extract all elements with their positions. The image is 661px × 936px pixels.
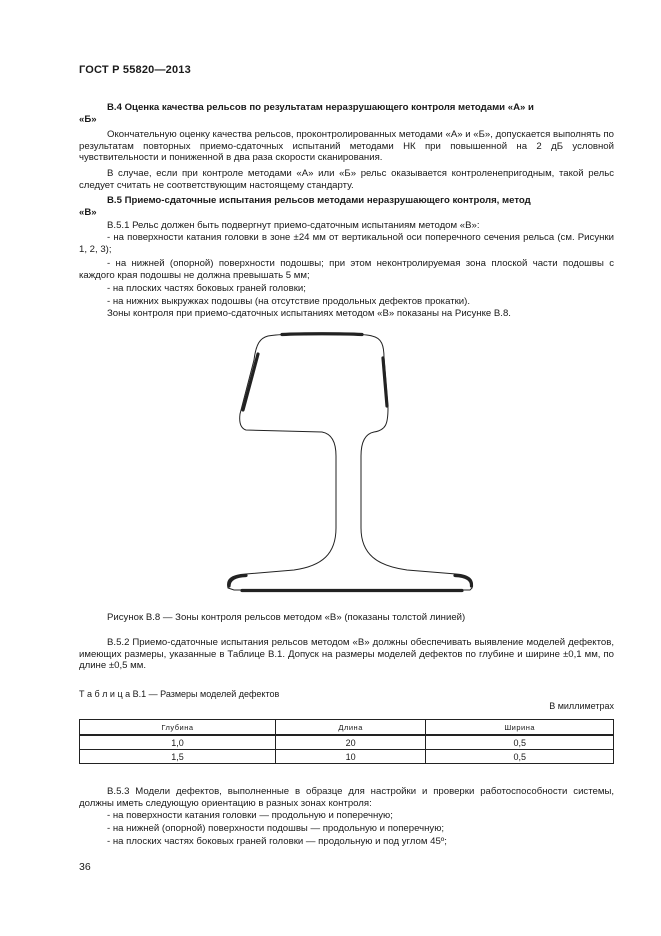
section-b5-title-line2: «В»	[79, 207, 97, 218]
table-header-row	[80, 720, 614, 736]
section-b51-item-2: - на нижней (опорной) поверхности подошвы; при этом неконтролируемая зона плоской части подошвы с каждого края подошвы не должна превышать 5 мм;	[79, 258, 614, 281]
section-b4-title	[79, 102, 614, 114]
section-b4-paragraph-1: Окончательную оценку качества рельсов, проконтролированных методами «А» и «Б», допускается выполнять по результатам повторных приемо-сдаточных испытаний методами НК при повышенной на 2 дБ условной чувствительности и пониженной в два раза скорости сканирования.	[79, 129, 614, 164]
table-caption: Т а б л и ц а В.1 — Размеры моделей дефектов	[79, 689, 280, 699]
table-cell-width: 0,5	[426, 750, 614, 764]
table-cell-depth: 1,5	[80, 750, 276, 764]
section-b53-item-1: - на поверхности катания головки — продольную и поперечную;	[107, 810, 393, 821]
section-b51-item-3: - на плоских частях боковых граней головки;	[107, 283, 306, 294]
section-b4-paragraph-2: В случае, если при контроле методами «А» или «Б» рельс оказывается контроленепригодным, такой рельс следует считать не соответствующим настоящему стандарту.	[79, 168, 614, 191]
section-b4-title-line1: В.4 Оценка качества рельсов по результатам неразрушающего контроля методами «А» и	[107, 102, 534, 113]
zone-running-surface	[282, 334, 362, 335]
table-cell-depth: 1,0	[80, 735, 276, 750]
table-cell-width: 0,5	[426, 735, 614, 750]
section-b5-title	[79, 195, 614, 207]
column-header-depth: Глубина	[80, 720, 276, 736]
rail-outline	[228, 334, 473, 590]
document-header: ГОСТ Р 55820—2013	[79, 64, 191, 76]
table-cell-length: 10	[275, 750, 425, 764]
table-row	[80, 735, 614, 750]
section-b51-item-4: - на нижних выкружках подошвы (на отсутствие продольных дефектов прокатки).	[107, 296, 471, 307]
zone-head-left-side	[243, 354, 258, 410]
section-b52-paragraph: В.5.2 Приемо-сдаточные испытания рельсов методом «В» должны обеспечивать выявление моделей дефектов, имеющих размеры, указанные в Таблице В.1. Допуск на размеры моделей дефектов по глубине и ширине ±0,1 мм, по длине ±0,5 мм.	[79, 637, 614, 672]
section-b51-intro: В.5.1 Рельс должен быть подвергнут приемо-сдаточным испытаниям методом «В»:	[107, 220, 480, 231]
table-units: В миллиметрах	[549, 701, 614, 711]
section-b53-paragraph: В.5.3 Модели дефектов, выполненные в образце для настройки и проверки работоспособности системы, должны иметь следующую ориентацию в разных зонах контроля:	[79, 786, 614, 809]
page-number: 36	[79, 861, 91, 873]
zone-head-right-side	[383, 358, 387, 406]
rail-profile-figure	[222, 328, 482, 598]
column-header-width: Ширина	[426, 720, 614, 736]
section-b53-item-2: - на нижней (опорной) поверхности подошвы — продольную и поперечную;	[107, 823, 445, 834]
section-b51-item-1: - на поверхности катания головки в зоне ±24 мм от вертикальной оси поперечного сечения рельса (см. Рисунки 1, 2, 3);	[79, 232, 614, 255]
table-cell-length: 20	[275, 735, 425, 750]
section-b4-title-line2: «Б»	[79, 114, 97, 125]
section-b53-item-3: - на плоских частях боковых граней головки — продольную и под углом 45º;	[107, 836, 447, 847]
defects-table	[79, 719, 614, 764]
table-row	[80, 750, 614, 764]
section-b51-zones-ref: Зоны контроля при приемо-сдаточных испытаниях методом «В» показаны на Рисунке В.8.	[107, 308, 511, 319]
section-b5-title-line1: В.5 Приемо-сдаточные испытания рельсов методами неразрушающего контроля, метод	[107, 195, 531, 206]
column-header-length: Длина	[275, 720, 425, 736]
figure-caption: Рисунок В.8 — Зоны контроля рельсов методом «В» (показаны толстой линией)	[107, 612, 466, 623]
